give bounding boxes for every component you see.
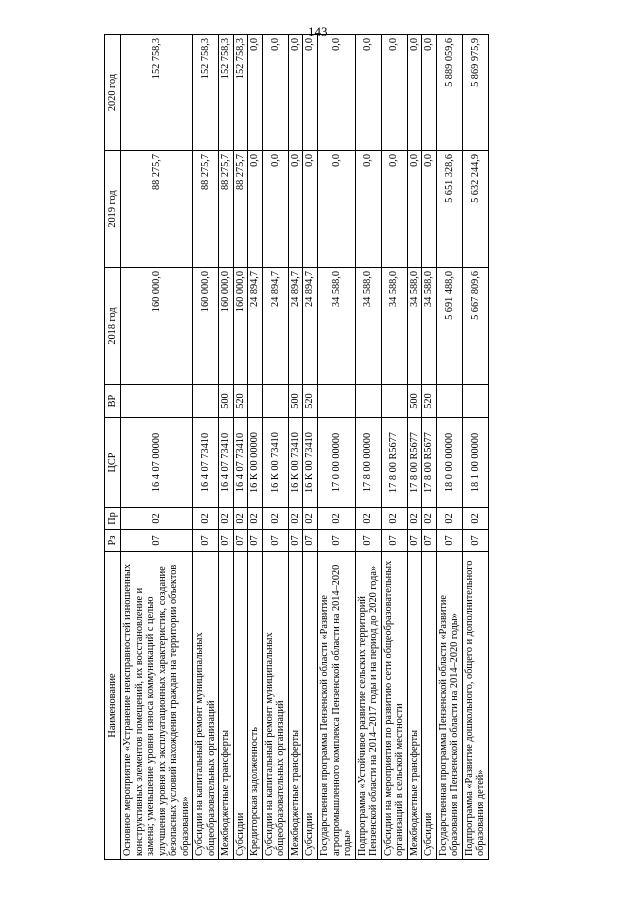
cell-2018: 24 894,7 — [262, 268, 288, 385]
cell-pr: 02 — [121, 508, 193, 530]
header-pr: Пр — [105, 508, 121, 530]
cell-rz: 07 — [193, 530, 219, 552]
cell-2019: 0,0 — [303, 151, 318, 268]
cell-vr: 500 — [407, 385, 422, 418]
cell-csr: 16 4 07 73410 — [219, 418, 234, 508]
cell-name: Государственная программа Пензенской области «Развитие образования в Пензенской области на 2014–2020 годы» — [436, 552, 462, 860]
cell-name: Субсидии на мероприятия по развитию сети общеобразовательных организаций в сельской местности — [381, 552, 407, 860]
cell-vr — [436, 385, 462, 418]
cell-2020: 0,0 — [288, 35, 303, 151]
cell-vr — [121, 385, 193, 418]
cell-2018: 24 894,7 — [248, 268, 263, 385]
cell-rz: 07 — [317, 530, 355, 552]
cell-2019: 0,0 — [407, 151, 422, 268]
cell-rz: 07 — [462, 530, 488, 552]
cell-name: Подпрограмма «Устойчивое развитие сельских территорий Пензенской области на 2014–2017 годы и на период до 2020 года» — [355, 552, 381, 860]
table-row — [288, 35, 303, 860]
cell-2018: 34 588,0 — [422, 268, 437, 385]
cell-vr: 520 — [422, 385, 437, 418]
cell-name: Межбюджетные трансферты — [219, 552, 234, 860]
header-name: Наименование — [105, 552, 121, 860]
header-2020: 2020 год — [105, 35, 121, 151]
cell-pr: 02 — [233, 508, 248, 530]
table-row — [121, 35, 193, 860]
cell-vr: 500 — [219, 385, 234, 418]
cell-2020: 0,0 — [355, 35, 381, 151]
cell-csr: 18 0 00 00000 — [436, 418, 462, 508]
cell-csr: 16 К 00 73410 — [288, 418, 303, 508]
cell-2019: 88 275,7 — [193, 151, 219, 268]
cell-vr: 520 — [233, 385, 248, 418]
table-row — [381, 35, 407, 860]
cell-2019: 88 275,7 — [121, 151, 193, 268]
cell-rz: 07 — [288, 530, 303, 552]
cell-vr — [248, 385, 263, 418]
table-row — [422, 35, 437, 860]
cell-pr: 02 — [462, 508, 488, 530]
cell-vr — [317, 385, 355, 418]
header-2019: 2019 год — [105, 151, 121, 268]
table-row — [355, 35, 381, 860]
cell-2018: 5 667 809,6 — [462, 268, 488, 385]
cell-csr: 16 К 00 00000 — [248, 418, 263, 508]
cell-rz: 07 — [262, 530, 288, 552]
cell-rz: 07 — [381, 530, 407, 552]
cell-pr: 02 — [422, 508, 437, 530]
cell-rz: 07 — [233, 530, 248, 552]
cell-2019: 88 275,7 — [233, 151, 248, 268]
cell-vr — [193, 385, 219, 418]
cell-csr: 17 8 00 R5677 — [422, 418, 437, 508]
cell-name: Кредиторская задолженность — [248, 552, 263, 860]
cell-rz: 07 — [219, 530, 234, 552]
header-vr: ВР — [105, 385, 121, 418]
cell-csr: 18 1 00 00000 — [462, 418, 488, 508]
cell-name: Субсидии — [303, 552, 318, 860]
cell-csr: 16 К 00 73410 — [262, 418, 288, 508]
cell-vr — [355, 385, 381, 418]
cell-name: Основное мероприятие «Устранение неисправностей изношенных конструктивных элементов помещений, их восстановление и замена; уменьшение уровня износа коммуникаций с целью улучшения уровня их эксплуатационных характеристик, создание безопасных условий нахождения граждан на территории объектов образования» — [121, 552, 193, 860]
cell-2018: 34 588,0 — [317, 268, 355, 385]
cell-vr — [462, 385, 488, 418]
cell-2020: 0,0 — [303, 35, 318, 151]
cell-2020: 0,0 — [407, 35, 422, 151]
cell-2018: 34 588,0 — [381, 268, 407, 385]
cell-2019: 0,0 — [248, 151, 263, 268]
cell-csr: 16 К 00 73410 — [303, 418, 318, 508]
table-row — [303, 35, 318, 860]
table-body — [121, 35, 489, 860]
cell-name: Субсидии — [422, 552, 437, 860]
cell-vr — [262, 385, 288, 418]
cell-rz: 07 — [355, 530, 381, 552]
cell-2018: 34 588,0 — [355, 268, 381, 385]
cell-2019: 5 632 244,9 — [462, 151, 488, 268]
cell-2018: 160 000,0 — [121, 268, 193, 385]
table-row — [193, 35, 219, 860]
cell-2020: 5 869 975,9 — [462, 35, 488, 151]
header-rz: Рз — [105, 530, 121, 552]
cell-2018: 34 588,0 — [407, 268, 422, 385]
table-row — [233, 35, 248, 860]
cell-name: Межбюджетные трансферты — [407, 552, 422, 860]
table-row — [317, 35, 355, 860]
cell-csr: 17 0 00 00000 — [317, 418, 355, 508]
cell-csr: 17 8 00 R5677 — [381, 418, 407, 508]
cell-vr — [381, 385, 407, 418]
cell-pr: 02 — [381, 508, 407, 530]
cell-csr: 16 4 07 73410 — [193, 418, 219, 508]
cell-pr: 02 — [248, 508, 263, 530]
table-row — [262, 35, 288, 860]
budget-table — [104, 34, 489, 860]
cell-csr: 17 8 00 00000 — [355, 418, 381, 508]
cell-name: Субсидии — [233, 552, 248, 860]
table-row — [436, 35, 462, 860]
cell-pr: 02 — [407, 508, 422, 530]
cell-pr: 02 — [303, 508, 318, 530]
cell-pr: 02 — [317, 508, 355, 530]
cell-rz: 07 — [436, 530, 462, 552]
cell-2018: 5 691 488,0 — [436, 268, 462, 385]
header-csr: ЦСР — [105, 418, 121, 508]
cell-2018: 24 894,7 — [303, 268, 318, 385]
cell-2019: 0,0 — [317, 151, 355, 268]
cell-name: Субсидии на капитальный ремонт муниципальных общеобразовательных организаций — [262, 552, 288, 860]
cell-name: Государственная программа Пензенской области «Развитие агропромышленного комплекса Пензенской области на 2014–2020 годы» — [317, 552, 355, 860]
cell-pr: 02 — [193, 508, 219, 530]
cell-2020: 0,0 — [262, 35, 288, 151]
budget-table-container — [104, 35, 569, 860]
cell-name: Подпрограмма «Развитие дошкольного, общего и дополнительного образования детей» — [462, 552, 488, 860]
cell-2019: 0,0 — [262, 151, 288, 268]
cell-name: Межбюджетные трансферты — [288, 552, 303, 860]
cell-2020: 5 889 059,6 — [436, 35, 462, 151]
cell-2018: 160 000,0 — [193, 268, 219, 385]
cell-2020: 152 758,3 — [233, 35, 248, 151]
cell-csr: 16 4 07 00000 — [121, 418, 193, 508]
cell-pr: 02 — [262, 508, 288, 530]
page-number: 143 — [308, 24, 328, 39]
table-row — [407, 35, 422, 860]
cell-2019: 0,0 — [355, 151, 381, 268]
cell-2020: 0,0 — [317, 35, 355, 151]
cell-csr: 17 8 00 R5677 — [407, 418, 422, 508]
cell-2020: 152 758,3 — [193, 35, 219, 151]
cell-2018: 160 000,0 — [233, 268, 248, 385]
cell-rz: 07 — [422, 530, 437, 552]
cell-2019: 5 651 328,6 — [436, 151, 462, 268]
cell-vr: 520 — [303, 385, 318, 418]
table-row — [248, 35, 263, 860]
cell-pr: 02 — [355, 508, 381, 530]
table-row — [219, 35, 234, 860]
cell-2018: 24 894,7 — [288, 268, 303, 385]
cell-2018: 160 000,0 — [219, 268, 234, 385]
table-row — [462, 35, 488, 860]
cell-2020: 152 758,3 — [121, 35, 193, 151]
cell-rz: 07 — [121, 530, 193, 552]
cell-2020: 152 758,3 — [219, 35, 234, 151]
cell-rz: 07 — [248, 530, 263, 552]
cell-pr: 02 — [288, 508, 303, 530]
cell-rz: 07 — [407, 530, 422, 552]
cell-2019: 0,0 — [381, 151, 407, 268]
cell-2020: 0,0 — [381, 35, 407, 151]
cell-2019: 0,0 — [288, 151, 303, 268]
table-header-row — [105, 35, 121, 860]
header-2018: 2018 год — [105, 268, 121, 385]
cell-2020: 0,0 — [422, 35, 437, 151]
cell-pr: 02 — [219, 508, 234, 530]
cell-csr: 16 4 07 73410 — [233, 418, 248, 508]
cell-2019: 0,0 — [422, 151, 437, 268]
cell-name: Субсидии на капитальный ремонт муниципальных общеобразовательных организаций — [193, 552, 219, 860]
cell-2019: 88 275,7 — [219, 151, 234, 268]
cell-pr: 02 — [436, 508, 462, 530]
cell-2020: 0,0 — [248, 35, 263, 151]
cell-vr: 500 — [288, 385, 303, 418]
cell-rz: 07 — [303, 530, 318, 552]
